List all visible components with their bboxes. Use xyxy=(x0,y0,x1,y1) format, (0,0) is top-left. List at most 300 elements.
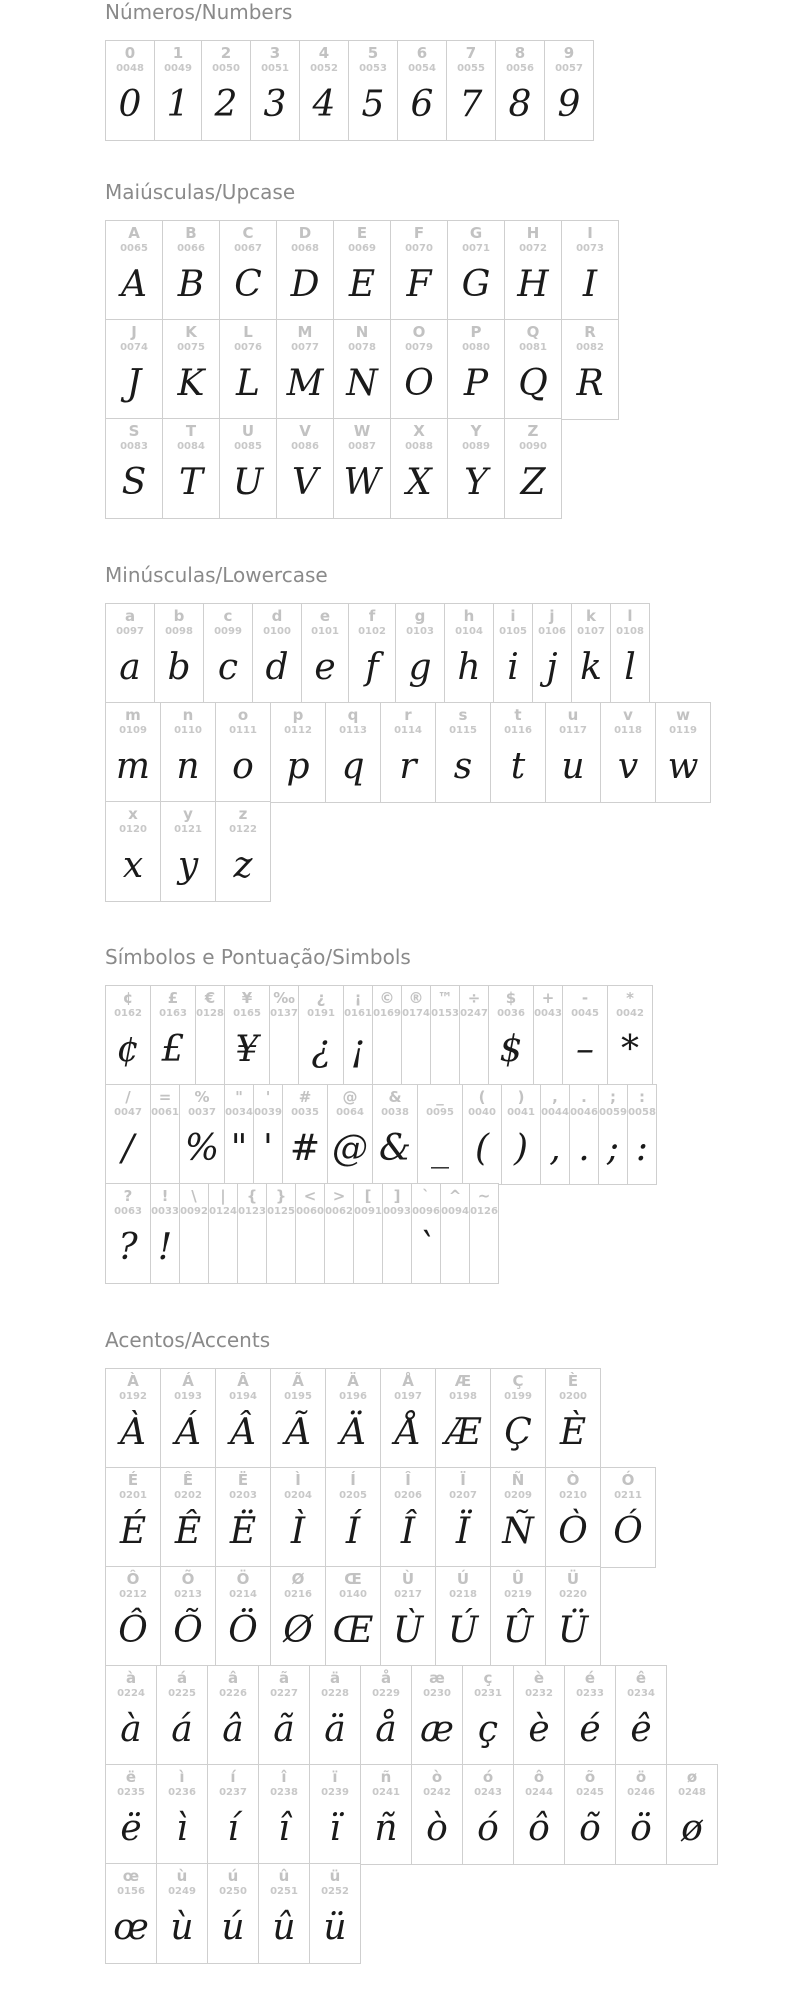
glyph-char-label: . xyxy=(581,1088,587,1106)
glyph-char-label: Ù xyxy=(401,1570,415,1588)
glyph-cell xyxy=(360,1764,412,1865)
glyph-code: 0244 xyxy=(525,1787,553,1798)
glyph-cell xyxy=(258,1665,310,1766)
glyph-code: 0191 xyxy=(307,1008,335,1019)
glyph-sample: # xyxy=(289,1128,321,1169)
glyph-sample: Ü xyxy=(557,1610,589,1651)
glyph-cell xyxy=(105,801,161,902)
glyph-code: 0098 xyxy=(165,626,193,637)
glyph-char-label: Ë xyxy=(237,1471,249,1489)
glyph-cell xyxy=(562,985,608,1086)
glyph-sample: m xyxy=(115,746,151,787)
glyph-char-label: : xyxy=(639,1088,645,1106)
glyph-cell xyxy=(250,40,300,141)
glyph-code: 0232 xyxy=(525,1688,553,1699)
glyph-sample: ô xyxy=(528,1808,550,1849)
glyph-char-label: 1 xyxy=(172,44,184,62)
glyph-code: 0207 xyxy=(449,1490,477,1501)
glyph-cell xyxy=(325,702,381,803)
glyph-sample: 5 xyxy=(361,84,385,125)
glyph-cell xyxy=(627,1084,657,1185)
glyph-cell xyxy=(253,1084,283,1185)
glyph-cell xyxy=(390,418,448,519)
glyph-sample: k xyxy=(580,647,602,688)
glyph-cell xyxy=(380,1368,436,1469)
glyph-char-label: M xyxy=(297,323,313,341)
glyph-code: 0219 xyxy=(504,1589,532,1600)
glyph-char-label: ô xyxy=(533,1768,545,1786)
glyph-char-label: è xyxy=(533,1669,545,1687)
glyph-sample: u xyxy=(561,746,585,787)
glyph-char-label: c xyxy=(223,607,233,625)
glyph-code: 0196 xyxy=(339,1391,367,1402)
glyph-char-label: x xyxy=(128,805,138,823)
glyph-code: 0089 xyxy=(462,441,490,452)
glyph-sample: D xyxy=(290,264,320,305)
glyph-sample: / xyxy=(121,1128,135,1169)
glyph-cell xyxy=(219,418,277,519)
glyph-cell xyxy=(309,1863,361,1964)
glyph-code: 0088 xyxy=(405,441,433,452)
glyph-char-label: Z xyxy=(527,422,539,440)
glyph-code: 0209 xyxy=(504,1490,532,1501)
glyph-code: 0245 xyxy=(576,1787,604,1798)
glyph-char-label: © xyxy=(379,989,395,1007)
glyph-char-label: æ xyxy=(429,1669,445,1687)
glyph-sample: ö xyxy=(630,1808,652,1849)
glyph-code: 0091 xyxy=(354,1206,382,1217)
glyph-cell xyxy=(276,220,334,321)
glyph-code: 0161 xyxy=(344,1008,372,1019)
glyph-code: 0037 xyxy=(188,1107,216,1118)
glyph-char-label: £ xyxy=(167,989,179,1007)
glyph-code: 0202 xyxy=(174,1490,202,1501)
glyph-cell xyxy=(162,220,220,321)
glyph-cell xyxy=(150,1183,180,1284)
glyph-sample: Î xyxy=(400,1511,416,1552)
glyph-code: 0246 xyxy=(627,1787,655,1798)
glyph-char-label: ) xyxy=(517,1088,525,1106)
glyph-cell xyxy=(224,985,270,1086)
glyph-code: 0110 xyxy=(174,725,202,736)
glyph-sample: 1 xyxy=(166,84,190,125)
glyph-code: 0048 xyxy=(116,63,144,74)
glyph-char-label: á xyxy=(176,1669,188,1687)
glyph-sample: 3 xyxy=(263,84,287,125)
glyph-sample: ó xyxy=(477,1808,499,1849)
glyph-code: 0084 xyxy=(177,441,205,452)
glyph-code: 0234 xyxy=(627,1688,655,1699)
glyph-cell xyxy=(105,1467,161,1568)
glyph-cell xyxy=(607,985,653,1086)
glyph-grid xyxy=(105,985,795,1282)
glyph-char-label: ? xyxy=(123,1187,133,1205)
glyph-code: 0052 xyxy=(310,63,338,74)
glyph-cell xyxy=(105,1183,151,1284)
glyph-sample: x xyxy=(122,845,144,886)
glyph-row xyxy=(105,40,795,140)
glyph-char-label: m xyxy=(125,706,141,724)
glyph-char-label: d xyxy=(271,607,283,625)
glyph-sample: K xyxy=(177,363,205,404)
glyph-cell xyxy=(411,1183,441,1284)
glyph-cell xyxy=(513,1665,565,1766)
glyph-cell xyxy=(105,603,155,704)
glyph-sample: T xyxy=(178,462,203,503)
glyph-char-label: @ xyxy=(342,1088,358,1106)
glyph-sample: 6 xyxy=(410,84,434,125)
glyph-sample: R xyxy=(576,363,604,404)
glyph-code: 0047 xyxy=(114,1107,142,1118)
glyph-sample: e xyxy=(314,647,336,688)
glyph-char-label: j xyxy=(549,607,555,625)
glyph-char-label: G xyxy=(469,224,483,242)
glyph-char-label: ÷ xyxy=(467,989,481,1007)
section-4 xyxy=(105,1328,795,1962)
glyph-cell xyxy=(201,40,251,141)
glyph-char-label: e xyxy=(319,607,331,625)
glyph-code: 0041 xyxy=(507,1107,535,1118)
glyph-sample: 4 xyxy=(312,84,336,125)
glyph-char-label: Å xyxy=(402,1372,414,1390)
glyph-char-label: É xyxy=(127,1471,139,1489)
glyph-sample: ì xyxy=(176,1808,188,1849)
glyph-cell xyxy=(372,985,402,1086)
glyph-code: 0100 xyxy=(263,626,291,637)
glyph-sample: r xyxy=(399,746,417,787)
glyph-char-label: ¥ xyxy=(241,989,253,1007)
glyph-char-label: l xyxy=(627,607,633,625)
glyph-sample: o xyxy=(232,746,254,787)
glyph-char-label: 3 xyxy=(269,44,281,62)
glyph-sample: E xyxy=(348,264,376,305)
glyph-code: 0036 xyxy=(497,1008,525,1019)
glyph-sample: í xyxy=(227,1808,239,1849)
glyph-code: 0125 xyxy=(267,1206,295,1217)
glyph-sample: c xyxy=(217,647,239,688)
glyph-cell xyxy=(493,603,533,704)
glyph-cell xyxy=(430,985,460,1086)
glyph-cell xyxy=(569,1084,599,1185)
glyph-char-label: ` xyxy=(422,1187,430,1205)
glyph-char-label: ( xyxy=(478,1088,486,1106)
glyph-code: 0114 xyxy=(394,725,422,736)
glyph-code: 0071 xyxy=(462,243,490,254)
glyph-char-label: Õ xyxy=(181,1570,195,1588)
glyph-sample: Õ xyxy=(173,1610,203,1651)
glyph-cell xyxy=(299,40,349,141)
glyph-cell xyxy=(325,1566,381,1667)
glyph-cell xyxy=(462,1665,514,1766)
glyph-sample: f xyxy=(365,647,379,688)
glyph-cell xyxy=(401,985,431,1086)
section-title: Símbolos e Pontuação/Simbols xyxy=(105,945,411,969)
glyph-char-label: W xyxy=(353,422,371,440)
glyph-sample: N xyxy=(346,363,378,404)
glyph-char-label: H xyxy=(526,224,540,242)
glyph-sample: , xyxy=(549,1128,561,1169)
glyph-code: 0118 xyxy=(614,725,642,736)
glyph-char-label: ú xyxy=(227,1867,239,1885)
glyph-char-label: 0 xyxy=(124,44,136,62)
glyph-code: 0077 xyxy=(291,342,319,353)
glyph-code: 0046 xyxy=(570,1107,598,1118)
glyph-cell xyxy=(154,603,204,704)
glyph-code: 0248 xyxy=(678,1787,706,1798)
glyph-code: 0225 xyxy=(168,1688,196,1699)
section-1 xyxy=(105,180,795,517)
glyph-sample: @ xyxy=(332,1128,368,1169)
glyph-cell xyxy=(298,985,344,1086)
glyph-char-label: F xyxy=(413,224,425,242)
glyph-code: 0169 xyxy=(373,1008,401,1019)
glyph-cell xyxy=(160,702,216,803)
glyph-char-label: S xyxy=(128,422,140,440)
glyph-code: 0096 xyxy=(412,1206,440,1217)
glyph-char-label: ; xyxy=(610,1088,616,1106)
glyph-cell xyxy=(564,1665,616,1766)
glyph-cell xyxy=(270,1467,326,1568)
glyph-cell xyxy=(447,418,505,519)
glyph-char-label: 8 xyxy=(514,44,526,62)
glyph-char-label: R xyxy=(584,323,596,341)
glyph-code: 0239 xyxy=(321,1787,349,1798)
glyph-sample: ¡ xyxy=(350,1029,366,1070)
glyph-cell xyxy=(411,1665,463,1766)
glyph-sample: L xyxy=(236,363,260,404)
glyph-cell xyxy=(545,1368,601,1469)
glyph-char-label: n xyxy=(182,706,194,724)
glyph-code: 0235 xyxy=(117,1787,145,1798)
glyph-sample: à xyxy=(120,1709,142,1750)
glyph-char-label: ñ xyxy=(380,1768,392,1786)
glyph-code: 0101 xyxy=(311,626,339,637)
glyph-cell xyxy=(224,1084,254,1185)
glyph-char-label: I xyxy=(587,224,593,242)
glyph-char-label: ü xyxy=(329,1867,341,1885)
glyph-cell xyxy=(215,1467,271,1568)
glyph-char-label: $ xyxy=(505,989,517,1007)
glyph-code: 0120 xyxy=(119,824,147,835)
glyph-code: 0063 xyxy=(114,1206,142,1217)
glyph-cell xyxy=(459,985,489,1086)
glyph-char-label: 4 xyxy=(318,44,330,62)
glyph-sample: j xyxy=(546,647,558,688)
glyph-cell xyxy=(105,1084,151,1185)
glyph-char-label: _ xyxy=(436,1088,444,1106)
glyph-cell xyxy=(544,40,594,141)
glyph-sample: n xyxy=(176,746,200,787)
section-title: Acentos/Accents xyxy=(105,1328,271,1352)
glyph-sample: 7 xyxy=(459,84,483,125)
glyph-sample: È xyxy=(559,1412,587,1453)
glyph-code: 0102 xyxy=(358,626,386,637)
glyph-cell xyxy=(270,1368,326,1469)
glyph-cell xyxy=(237,1183,267,1284)
glyph-cell xyxy=(469,1183,499,1284)
glyph-char-label: = xyxy=(158,1088,172,1106)
glyph-cell xyxy=(160,801,216,902)
glyph-sample: d xyxy=(265,647,289,688)
glyph-sample: i xyxy=(507,647,519,688)
glyph-row xyxy=(105,702,795,802)
glyph-cell xyxy=(444,603,494,704)
glyph-sample: À xyxy=(120,1412,146,1453)
glyph-cell xyxy=(208,1183,238,1284)
glyph-code: 0156 xyxy=(117,1886,145,1897)
glyph-cell xyxy=(270,1566,326,1667)
glyph-cell xyxy=(105,1368,161,1469)
glyph-sample: 2 xyxy=(214,84,238,125)
glyph-code: 0194 xyxy=(229,1391,257,1402)
glyph-sample: ! xyxy=(157,1227,173,1268)
glyph-sample: ? xyxy=(118,1227,138,1268)
glyph-code: 0174 xyxy=(402,1008,430,1019)
glyph-sample: ¢ xyxy=(116,1029,140,1070)
glyph-sample: 0 xyxy=(118,84,142,125)
glyph-char-label: Ô xyxy=(126,1570,140,1588)
glyph-char-label: 9 xyxy=(563,44,575,62)
glyph-code: 0204 xyxy=(284,1490,312,1501)
glyph-sample: ) xyxy=(513,1128,529,1169)
glyph-sample: l xyxy=(624,647,636,688)
glyph-code: 0124 xyxy=(209,1206,237,1217)
glyph-cell xyxy=(545,702,601,803)
glyph-cell xyxy=(397,40,447,141)
glyph-char-label: \ xyxy=(191,1187,197,1205)
glyph-cell xyxy=(156,1863,208,1964)
glyph-char-label: w xyxy=(676,706,690,724)
glyph-code: 0034 xyxy=(225,1107,253,1118)
glyph-code: 0086 xyxy=(291,441,319,452)
glyph-char-label: Q xyxy=(526,323,540,341)
glyph-code: 0087 xyxy=(348,441,376,452)
glyph-code: 0051 xyxy=(261,63,289,74)
glyph-code: 0056 xyxy=(506,63,534,74)
glyph-cell xyxy=(156,1665,208,1766)
glyph-char-label: ¿ xyxy=(316,989,326,1007)
glyph-sample: ñ xyxy=(374,1808,398,1849)
glyph-cell xyxy=(270,702,326,803)
glyph-char-label: A xyxy=(128,224,140,242)
glyph-cell xyxy=(215,702,271,803)
glyph-sample: A xyxy=(121,264,147,305)
glyph-code: 0094 xyxy=(441,1206,469,1217)
glyph-code: 0226 xyxy=(219,1688,247,1699)
glyph-code: 0057 xyxy=(555,63,583,74)
glyph-char-label: Ö xyxy=(236,1570,250,1588)
glyph-code: 0214 xyxy=(229,1589,257,1600)
glyph-code: 0082 xyxy=(576,342,604,353)
glyph-code: 0212 xyxy=(119,1589,147,1600)
glyph-sample: é xyxy=(579,1709,601,1750)
glyph-cell xyxy=(327,1084,373,1185)
glyph-cell xyxy=(309,1764,361,1865)
glyph-char-label: X xyxy=(413,422,425,440)
glyph-code: 0200 xyxy=(559,1391,587,1402)
glyph-code: 0236 xyxy=(168,1787,196,1798)
glyph-char-label: [ xyxy=(364,1187,372,1205)
glyph-char-label: ä xyxy=(329,1669,341,1687)
glyph-char-label: { xyxy=(246,1187,258,1205)
glyph-row xyxy=(105,319,795,419)
glyph-cell xyxy=(488,985,534,1086)
glyph-cell xyxy=(325,1467,381,1568)
glyph-code: 0093 xyxy=(383,1206,411,1217)
glyph-sample: Ó xyxy=(613,1511,643,1552)
glyph-cell xyxy=(435,702,491,803)
glyph-char-label: | xyxy=(220,1187,226,1205)
glyph-cell xyxy=(156,1764,208,1865)
glyph-sample: y xyxy=(177,845,199,886)
glyph-cell xyxy=(195,985,225,1086)
glyph-sample: ú xyxy=(221,1907,245,1948)
glyph-code: 0049 xyxy=(164,63,192,74)
glyph-code: 0080 xyxy=(462,342,490,353)
glyph-cell xyxy=(105,319,163,420)
glyph-sample: ï xyxy=(329,1808,341,1849)
glyph-sample: V xyxy=(292,462,318,503)
glyph-code: 0193 xyxy=(174,1391,202,1402)
glyph-code: 0123 xyxy=(238,1206,266,1217)
glyph-sample: Ù xyxy=(392,1610,424,1651)
glyph-cell xyxy=(440,1183,470,1284)
glyph-sample: C xyxy=(234,264,262,305)
glyph-code: 0108 xyxy=(616,626,644,637)
glyph-char-label: ~ xyxy=(477,1187,491,1205)
glyph-char-label: q xyxy=(347,706,359,724)
glyph-cell xyxy=(571,603,611,704)
glyph-code: 0097 xyxy=(116,626,144,637)
glyph-char-label: û xyxy=(278,1867,290,1885)
glyph-char-label: E xyxy=(356,224,368,242)
glyph-code: 0228 xyxy=(321,1688,349,1699)
glyph-char-label: t xyxy=(514,706,522,724)
glyph-cell xyxy=(258,1764,310,1865)
glyph-char-label: € xyxy=(204,989,216,1007)
glyph-char-label: Ã xyxy=(292,1372,304,1390)
glyph-cell xyxy=(564,1764,616,1865)
glyph-sample: Â xyxy=(230,1412,256,1453)
glyph-cell xyxy=(105,40,155,141)
glyph-char-label: ï xyxy=(332,1768,338,1786)
glyph-sample: F xyxy=(406,264,432,305)
glyph-cell xyxy=(348,603,396,704)
glyph-sample: z xyxy=(233,845,253,886)
glyph-cell xyxy=(215,1566,271,1667)
glyph-code: 0073 xyxy=(576,243,604,254)
glyph-code: 0050 xyxy=(212,63,240,74)
glyph-cell xyxy=(162,319,220,420)
glyph-char-label: s xyxy=(458,706,468,724)
glyph-cell xyxy=(333,418,391,519)
glyph-code: 0076 xyxy=(234,342,262,353)
glyph-char-label: / xyxy=(125,1088,131,1106)
glyph-row xyxy=(105,1183,795,1283)
glyph-code: 0099 xyxy=(214,626,242,637)
glyph-char-label: ö xyxy=(635,1768,647,1786)
glyph-sample: Ä xyxy=(340,1412,366,1453)
glyph-code: 0197 xyxy=(394,1391,422,1402)
glyph-sample: Ô xyxy=(118,1610,148,1651)
glyph-code: 0119 xyxy=(669,725,697,736)
glyph-char-label: Œ xyxy=(344,1570,362,1588)
glyph-char-label: à xyxy=(125,1669,137,1687)
glyph-code: 0205 xyxy=(339,1490,367,1501)
glyph-code: 0162 xyxy=(114,1008,142,1019)
glyph-char-label: ò xyxy=(431,1768,443,1786)
glyph-code: 0140 xyxy=(339,1589,367,1600)
